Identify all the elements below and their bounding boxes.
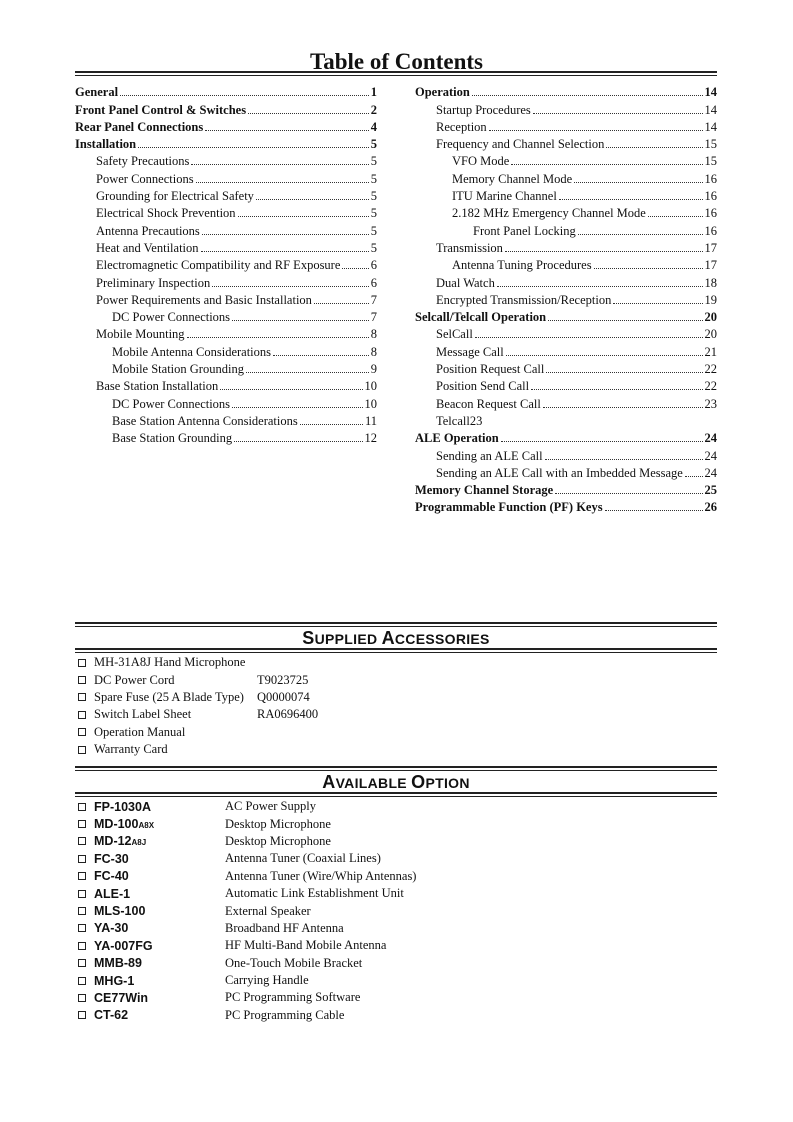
accessory-item [78, 654, 318, 671]
option-code-suffix: A8J [131, 838, 147, 848]
toc-entry-label: Antenna Precautions [96, 223, 200, 238]
toc-leader-dots [314, 291, 369, 308]
toc-entry-label: Message Call [436, 344, 504, 359]
toc-page-number: 25 [704, 483, 717, 498]
toc-page-number: 8 [370, 327, 377, 342]
toc-entry-label: Power Requirements and Basic Installation [96, 292, 312, 307]
checkbox-icon[interactable] [78, 711, 86, 719]
option-code [94, 800, 225, 814]
toc-entry[interactable] [75, 187, 377, 204]
toc-leader-dots [613, 291, 702, 308]
toc-leader-dots [202, 221, 369, 238]
toc-leader-dots [273, 342, 369, 359]
option-description: Antenna Tuner (Wire/Whip Antennas) [225, 868, 417, 883]
toc-leader-dots [256, 187, 369, 204]
toc-leader-dots [205, 118, 369, 135]
toc-page-number: 26 [704, 500, 717, 515]
toc-entry[interactable] [415, 83, 717, 100]
toc-entry[interactable] [75, 221, 377, 238]
accessory-item [78, 724, 318, 741]
accessories-rule-bottom-thin [75, 652, 717, 653]
toc-entry-label: Beacon Request Call [436, 396, 541, 411]
toc-leader-dots [342, 256, 368, 273]
toc-entry-label: Position Send Call [436, 379, 530, 394]
checkbox-icon[interactable] [78, 659, 86, 667]
toc-leader-dots [574, 169, 702, 186]
toc-entry[interactable] [75, 135, 377, 152]
toc-entry-label: Base Station Installation [96, 379, 219, 394]
toc-leader-dots [606, 135, 702, 152]
option-item [78, 955, 416, 972]
toc-entry[interactable] [75, 118, 377, 135]
accessory-name: Warranty Card [94, 742, 168, 757]
toc-leader-dots [559, 187, 703, 204]
toc-page-number: 24 [704, 448, 717, 463]
accessories-rule-top-thin [75, 626, 717, 627]
toc-entry[interactable] [75, 291, 377, 308]
toc-leader-dots [246, 360, 369, 377]
accessory-name: Operation Manual [94, 724, 186, 739]
checkbox-icon[interactable] [78, 855, 86, 863]
toc-leader-dots [506, 342, 703, 359]
option-code [94, 887, 225, 901]
toc-entry-label: Dual Watch [436, 275, 495, 290]
toc-entry-label: Position Request Call [436, 362, 545, 377]
toc-entry-label: Programmable Function (PF) Keys [415, 500, 603, 515]
options-rule-bottom-thin [75, 796, 717, 797]
toc-entry-label: Installation [75, 137, 137, 152]
toc-entry-label: Mobile Station Grounding [112, 362, 244, 377]
toc-page-number: 10 [364, 379, 377, 394]
accessories-rule-bottom-thick [75, 648, 717, 650]
toc-page-number: 16 [704, 171, 717, 186]
toc-entry-label: Encrypted Transmission/Reception [436, 292, 612, 307]
toc-leader-dots [594, 256, 703, 273]
option-code-text: MD-100 [94, 817, 139, 832]
checkbox-icon[interactable] [78, 872, 86, 880]
toc-page-number: 18 [704, 275, 717, 290]
option-description: Desktop Microphone [225, 816, 331, 831]
toc-entry[interactable] [75, 273, 377, 290]
toc-leader-dots [300, 412, 363, 429]
toc-entry[interactable] [415, 204, 717, 221]
toc-page-number: 22 [704, 362, 717, 377]
toc-entry[interactable] [75, 325, 377, 342]
toc-page-number: 16 [704, 189, 717, 204]
toc-leader-dots [220, 377, 362, 394]
option-description: HF Multi-Band Mobile Antenna [225, 938, 387, 953]
toc-entry[interactable] [75, 429, 377, 446]
toc-entry-label: General [75, 85, 119, 100]
option-item [78, 815, 416, 832]
option-code-text: YA-30 [94, 921, 129, 936]
toc-entry-label: Power Connections [96, 171, 194, 186]
options-heading: AVAILABLE OPTION [322, 772, 470, 792]
option-code-text: FC-40 [94, 869, 129, 884]
toc-page-number: 23 [704, 396, 717, 411]
toc-entry[interactable] [415, 291, 717, 308]
toc-entry-label: Grounding for Electrical Safety [96, 189, 254, 204]
toc-leader-dots [248, 100, 369, 117]
option-code [94, 852, 225, 866]
toc-page-number: 5 [370, 189, 377, 204]
option-item [78, 868, 416, 885]
checkbox-icon[interactable] [78, 746, 86, 754]
toc-entry-label: SelCall [436, 327, 473, 342]
toc-entry[interactable] [415, 100, 717, 117]
toc-page-number: 14 [704, 85, 717, 100]
toc-entry-label: Rear Panel Connections [75, 119, 204, 134]
toc-entry-label: Frequency and Channel Selection [436, 137, 605, 152]
option-code-text: FC-30 [94, 851, 129, 866]
option-code [94, 921, 225, 935]
toc-entry[interactable] [415, 377, 717, 394]
toc-entry-label: ALE Operation [415, 431, 499, 446]
toc-entry-label: Transmission [436, 240, 503, 255]
checkbox-icon[interactable] [78, 977, 86, 985]
toc-page-number: 15 [704, 154, 717, 169]
toc-page-number: 8 [370, 344, 377, 359]
toc-page-number: 20 [704, 327, 717, 342]
toc-entry-label: ITU Marine Channel [452, 189, 557, 204]
toc-entry-label: Safety Precautions [96, 154, 190, 169]
option-code-text: MMB-89 [94, 956, 142, 971]
option-code [94, 991, 225, 1005]
checkbox-icon[interactable] [78, 924, 86, 932]
checkbox-icon[interactable] [78, 907, 86, 915]
accessory-name: Switch Label Sheet [94, 707, 192, 722]
toc-page-number: 5 [370, 154, 377, 169]
option-code [94, 1008, 225, 1022]
toc-entry-label: Selcall/Telcall Operation [415, 310, 547, 325]
toc-entry[interactable] [415, 481, 717, 498]
option-item [78, 833, 416, 850]
toc-page-number: 24 [704, 465, 717, 480]
checkbox-icon[interactable] [78, 942, 86, 950]
option-code-text: CE77Win [94, 990, 149, 1005]
toc-page-number: 5 [370, 240, 377, 255]
toc-leader-dots [489, 118, 703, 135]
option-code-text: FP-1030A [94, 799, 151, 814]
accessories-heading: SUPPLIED ACCESSORIES [302, 628, 490, 648]
toc-entry-label: Antenna Tuning Procedures [452, 258, 592, 273]
checkbox-icon[interactable] [78, 994, 86, 1002]
toc-entry-label: 2.182 MHz Emergency Channel Mode [452, 206, 646, 221]
option-code [94, 834, 225, 848]
option-description: Broadband HF Antenna [225, 920, 344, 935]
toc-page-number: 17 [704, 258, 717, 273]
option-item [78, 1007, 416, 1024]
toc-entry-label: Base Station Grounding [112, 431, 233, 446]
toc-entry-label: Startup Procedures [436, 102, 531, 117]
toc-entry-label: Operation [415, 85, 470, 100]
option-description: AC Power Supply [225, 799, 316, 814]
accessory-item [78, 706, 318, 723]
checkbox-icon[interactable] [78, 803, 86, 811]
toc-right-column [415, 83, 717, 515]
toc-entry-label: Sending an ALE Call [436, 448, 543, 463]
toc-leader-dots [578, 221, 703, 238]
toc-leader-dots [472, 83, 703, 100]
checkbox-icon[interactable] [78, 693, 86, 701]
toc-entry[interactable] [75, 204, 377, 221]
toc-page-number: 1 [370, 85, 377, 100]
toc-entry-label: Base Station Antenna Considerations [112, 413, 298, 428]
toc-page-number: 22 [704, 379, 717, 394]
accessory-part-number: Q0000074 [257, 689, 310, 704]
option-item [78, 850, 416, 867]
toc-leader-dots [238, 204, 369, 221]
toc-entry[interactable] [415, 256, 717, 273]
toc-leader-dots [546, 360, 702, 377]
option-code [94, 974, 225, 988]
options-rule-top-thick [75, 766, 717, 768]
options-rule-bottom-thick [75, 792, 717, 794]
toc-entry-label: Heat and Ventilation [96, 240, 199, 255]
option-description: Antenna Tuner (Coaxial Lines) [225, 851, 381, 866]
checkbox-icon[interactable] [78, 837, 86, 845]
toc-entry-label: Memory Channel Mode [452, 171, 573, 186]
toc-leader-dots [212, 273, 369, 290]
toc-leader-dots [232, 308, 369, 325]
checkbox-icon[interactable] [78, 1011, 86, 1019]
toc-left-column [75, 83, 377, 446]
toc-entry-label: Electrical Shock Prevention [96, 206, 236, 221]
toc-page-number: 14 [704, 119, 717, 134]
option-item [78, 989, 416, 1006]
toc-entry[interactable] [415, 152, 717, 169]
toc-leader-dots [232, 394, 362, 411]
toc-entry-label: VFO Mode [452, 154, 510, 169]
accessory-item [78, 741, 318, 758]
option-description: External Speaker [225, 903, 311, 918]
accessory-part-number: T9023725 [257, 672, 309, 687]
option-item [78, 920, 416, 937]
toc-leader-dots [187, 325, 369, 342]
toc-page-number: 19 [704, 292, 717, 307]
accessory-item [78, 671, 318, 688]
option-code-text: MD-12 [94, 834, 132, 849]
toc-entry[interactable] [415, 446, 717, 463]
toc-entry-label: Front Panel Locking [473, 223, 576, 238]
option-description: Automatic Link Establishment Unit [225, 886, 404, 901]
toc-page-number: 10 [364, 396, 377, 411]
checkbox-icon[interactable] [78, 959, 86, 967]
toc-entry[interactable] [75, 342, 377, 359]
toc-entry-label: Telcall23 [436, 413, 483, 428]
toc-entry[interactable] [415, 342, 717, 359]
toc-entry[interactable] [75, 239, 377, 256]
accessory-item [78, 689, 318, 706]
page-title: Table of Contents [310, 49, 483, 74]
toc-entry[interactable] [415, 118, 717, 135]
toc-entry-label: Memory Channel Storage [415, 483, 554, 498]
option-item [78, 798, 416, 815]
toc-entry[interactable] [415, 325, 717, 342]
toc-leader-dots [548, 308, 702, 325]
toc-leader-dots [120, 83, 369, 100]
option-description: PC Programming Cable [225, 1007, 345, 1022]
toc-page-number: 5 [370, 206, 377, 221]
toc-leader-dots [543, 394, 703, 411]
option-code [94, 939, 225, 953]
toc-page-number: 11 [364, 413, 377, 428]
toc-entry-label: Electromagnetic Compatibility and RF Exposure [96, 258, 341, 273]
toc-entry[interactable] [75, 256, 377, 273]
option-code-text: MHG-1 [94, 973, 135, 988]
toc-page-number: 6 [370, 275, 377, 290]
toc-entry[interactable] [75, 83, 377, 100]
toc-entry[interactable] [75, 394, 377, 411]
option-description: One-Touch Mobile Bracket [225, 955, 363, 970]
toc-page-number: 6 [370, 258, 377, 273]
checkbox-icon[interactable] [78, 820, 86, 828]
toc-entry-label: Mobile Mounting [96, 327, 185, 342]
toc-entry-label: Reception [436, 119, 487, 134]
toc-leader-dots [545, 446, 703, 463]
toc-page-number: 4 [370, 119, 377, 134]
toc-entry[interactable] [415, 221, 717, 238]
toc-leader-dots [511, 152, 702, 169]
toc-entry-label: Preliminary Inspection [96, 275, 211, 290]
toc-page-number: 14 [704, 102, 717, 117]
option-item [78, 972, 416, 989]
toc-entry[interactable] [415, 394, 717, 411]
accessory-part-number: RA0696400 [257, 707, 319, 722]
toc-entry[interactable] [415, 273, 717, 290]
toc-leader-dots [501, 429, 703, 446]
options-list [78, 798, 416, 1024]
options-rule-top-thin [75, 770, 717, 771]
toc-leader-dots [138, 135, 369, 152]
toc-leader-dots [201, 239, 369, 256]
toc-page-number: 7 [370, 310, 377, 325]
option-code [94, 869, 225, 883]
checkbox-icon[interactable] [78, 890, 86, 898]
toc-page-number: 7 [370, 292, 377, 307]
checkbox-icon[interactable] [78, 728, 86, 736]
option-code-text: MLS-100 [94, 904, 146, 919]
toc-entry[interactable] [415, 308, 717, 325]
toc-entry[interactable] [415, 360, 717, 377]
toc-leader-dots [555, 481, 702, 498]
toc-entry[interactable] [75, 412, 377, 429]
toc-entry[interactable] [75, 152, 377, 169]
toc-page-number: 21 [704, 344, 717, 359]
toc-entry-label: Front Panel Control & Switches [75, 102, 247, 117]
toc-leader-dots [533, 100, 703, 117]
option-code-text: YA-007FG [94, 938, 153, 953]
title-rule-thick [75, 71, 717, 73]
toc-leader-dots [531, 377, 702, 394]
option-description: Desktop Microphone [225, 833, 331, 848]
toc-leader-dots [196, 169, 369, 186]
toc-entry-label: DC Power Connections [112, 310, 231, 325]
toc-entry[interactable] [75, 377, 377, 394]
toc-leader-dots [497, 273, 703, 290]
accessory-name: DC Power Cord [94, 672, 175, 687]
option-item [78, 937, 416, 954]
option-code-text: CT-62 [94, 1008, 129, 1023]
toc-page-number: 24 [704, 431, 717, 446]
option-item [78, 885, 416, 902]
toc-entry[interactable] [75, 169, 377, 186]
toc-entry[interactable] [415, 429, 717, 446]
toc-page-number: 16 [704, 223, 717, 238]
toc-entry[interactable] [415, 169, 717, 186]
toc-entry-label: DC Power Connections [112, 396, 231, 411]
option-code [94, 817, 225, 831]
toc-page-number: 17 [704, 240, 717, 255]
title-rule-thin [75, 75, 717, 76]
toc-leader-dots [505, 239, 703, 256]
toc-entry[interactable] [75, 360, 377, 377]
toc-page-number: 12 [364, 431, 377, 446]
option-description: PC Programming Software [225, 990, 361, 1005]
toc-page-number: 16 [704, 206, 717, 221]
toc-entry[interactable] [415, 239, 717, 256]
toc-page-number: 15 [704, 137, 717, 152]
toc-leader-dots [605, 498, 703, 515]
toc-leader-dots [648, 204, 703, 221]
option-item [78, 902, 416, 919]
option-code [94, 904, 225, 918]
toc-entry[interactable] [415, 412, 717, 429]
toc-entry[interactable] [415, 135, 717, 152]
toc-entry[interactable] [415, 464, 717, 481]
option-description: Carrying Handle [225, 973, 309, 988]
option-code-text: ALE-1 [94, 886, 131, 901]
toc-entry[interactable] [415, 498, 717, 515]
toc-entry[interactable] [415, 187, 717, 204]
toc-page-number: 9 [370, 362, 377, 377]
option-code [94, 956, 225, 970]
toc-entry-label: Mobile Antenna Considerations [112, 344, 272, 359]
accessory-name: Spare Fuse (25 A Blade Type) [94, 689, 244, 704]
toc-page-number: 5 [370, 137, 377, 152]
option-code-suffix: A8X [138, 821, 155, 831]
checkbox-icon[interactable] [78, 676, 86, 684]
toc-page-number: 5 [370, 223, 377, 238]
toc-entry[interactable] [75, 308, 377, 325]
toc-leader-dots [191, 152, 368, 169]
toc-page-number: 20 [704, 310, 717, 325]
toc-page-number: 5 [370, 171, 377, 186]
toc-leader-dots [234, 429, 362, 446]
accessories-list [78, 654, 318, 758]
accessory-name: MH-31A8J Hand Microphone [94, 655, 246, 670]
toc-entry-label: Sending an ALE Call with an Imbedded Message [436, 465, 683, 480]
accessories-rule-top-thick [75, 622, 717, 624]
toc-entry[interactable] [75, 100, 377, 117]
toc-page-number: 2 [370, 102, 377, 117]
toc-leader-dots [475, 325, 703, 342]
toc-leader-dots [685, 464, 703, 481]
